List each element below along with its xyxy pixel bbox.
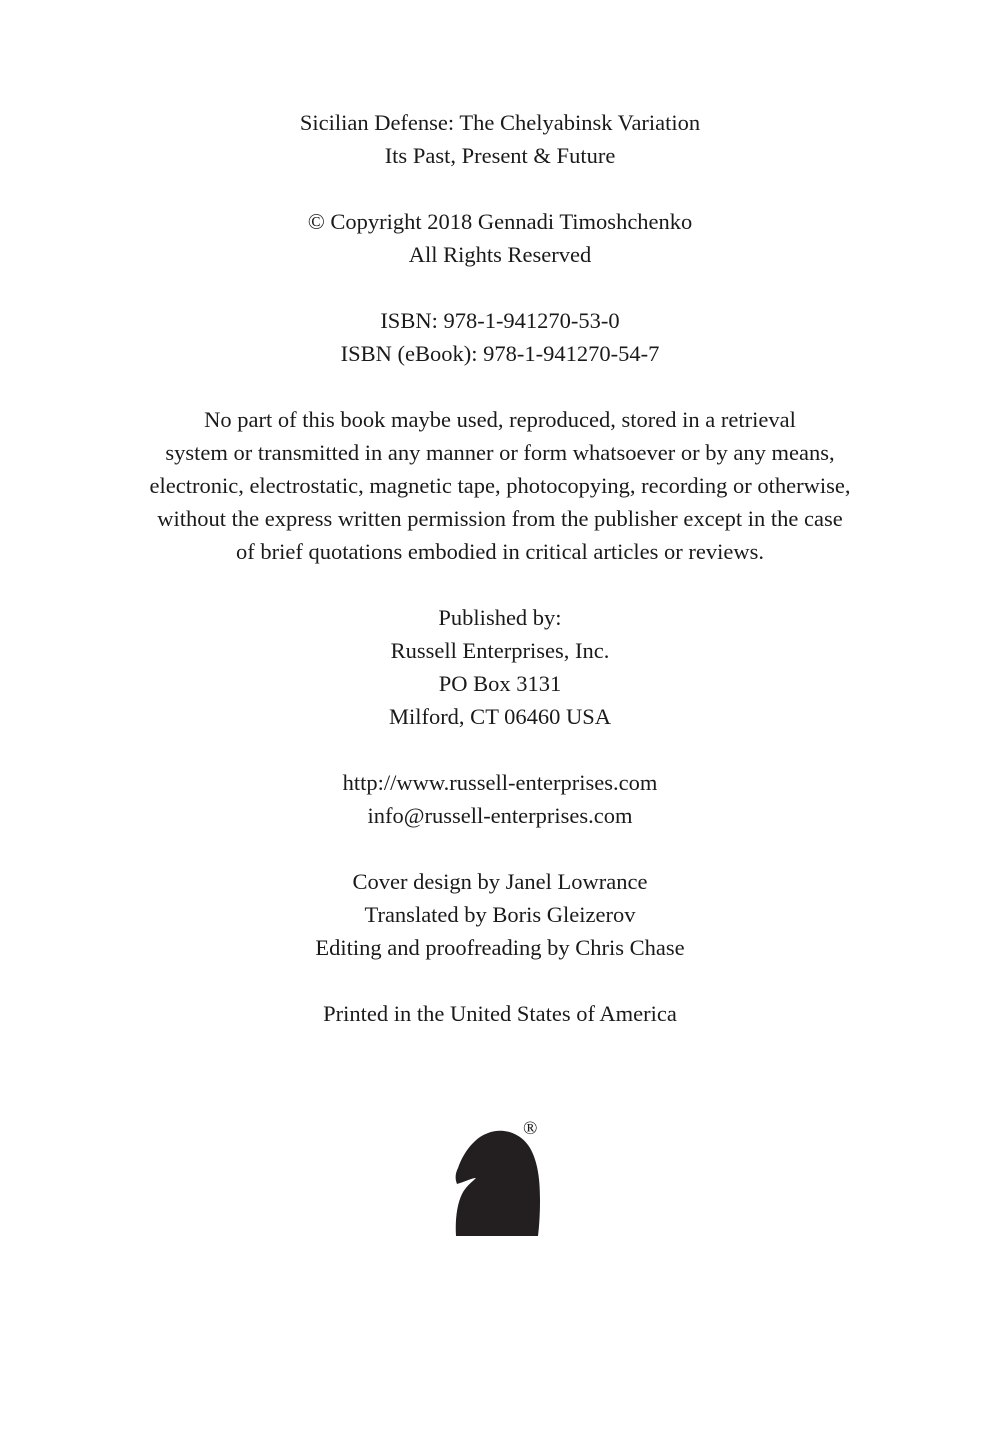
printed-block (0, 997, 1000, 1030)
rights-notice-line: of brief quotations embodied in critical articles or reviews. (236, 539, 764, 564)
translation-credit: Translated by Boris Gleizerov (364, 902, 636, 927)
publisher-block (0, 601, 1000, 733)
publisher-po-box: PO Box 3131 (438, 671, 562, 696)
knight-silhouette (456, 1131, 540, 1236)
publisher-city: Milford, CT 06460 USA (388, 704, 612, 729)
rights-notice (0, 403, 1000, 568)
publisher-name: Russell Enterprises, Inc. (390, 638, 610, 663)
credits-block (0, 865, 1000, 964)
rights-notice-line: electronic, electrostatic, magnetic tape, photocopying, recording or otherwise, (149, 473, 851, 498)
website-link[interactable]: http://www.russell-enterprises.com (342, 770, 658, 795)
cover-credit: Cover design by Janel Lowrance (352, 869, 648, 894)
book-subtitle: Its Past, Present & Future (384, 143, 616, 168)
printed-in: Printed in the United States of America (323, 1001, 677, 1026)
title-block (0, 106, 1000, 172)
rights-notice-line: No part of this book maybe used, reproduced, stored in a retrieval (204, 407, 796, 432)
isbn-ebook: ISBN (eBook): 978-1-941270-54-7 (340, 341, 660, 366)
email-link[interactable]: info@russell-enterprises.com (367, 803, 633, 828)
page-content (0, 106, 1000, 1063)
contact-block (0, 766, 1000, 832)
copyright-block (0, 205, 1000, 271)
editing-credit: Editing and proofreading by Chris Chase (315, 935, 685, 960)
isbn-print: ISBN: 978-1-941270-53-0 (380, 308, 620, 333)
book-title: Sicilian Defense: The Chelyabinsk Variation (299, 110, 701, 135)
rights-notice-line: without the express written permission from the publisher except in the case (157, 506, 843, 531)
registered-mark: ® (523, 1118, 538, 1139)
rights-notice-line: system or transmitted in any manner or form whatsoever or by any means, (165, 440, 835, 465)
copyright-line: © Copyright 2018 Gennadi Timoshchenko (307, 209, 693, 234)
rights-reserved: All Rights Reserved (408, 242, 592, 267)
published-by-label: Published by: (438, 605, 562, 630)
isbn-block (0, 304, 1000, 370)
